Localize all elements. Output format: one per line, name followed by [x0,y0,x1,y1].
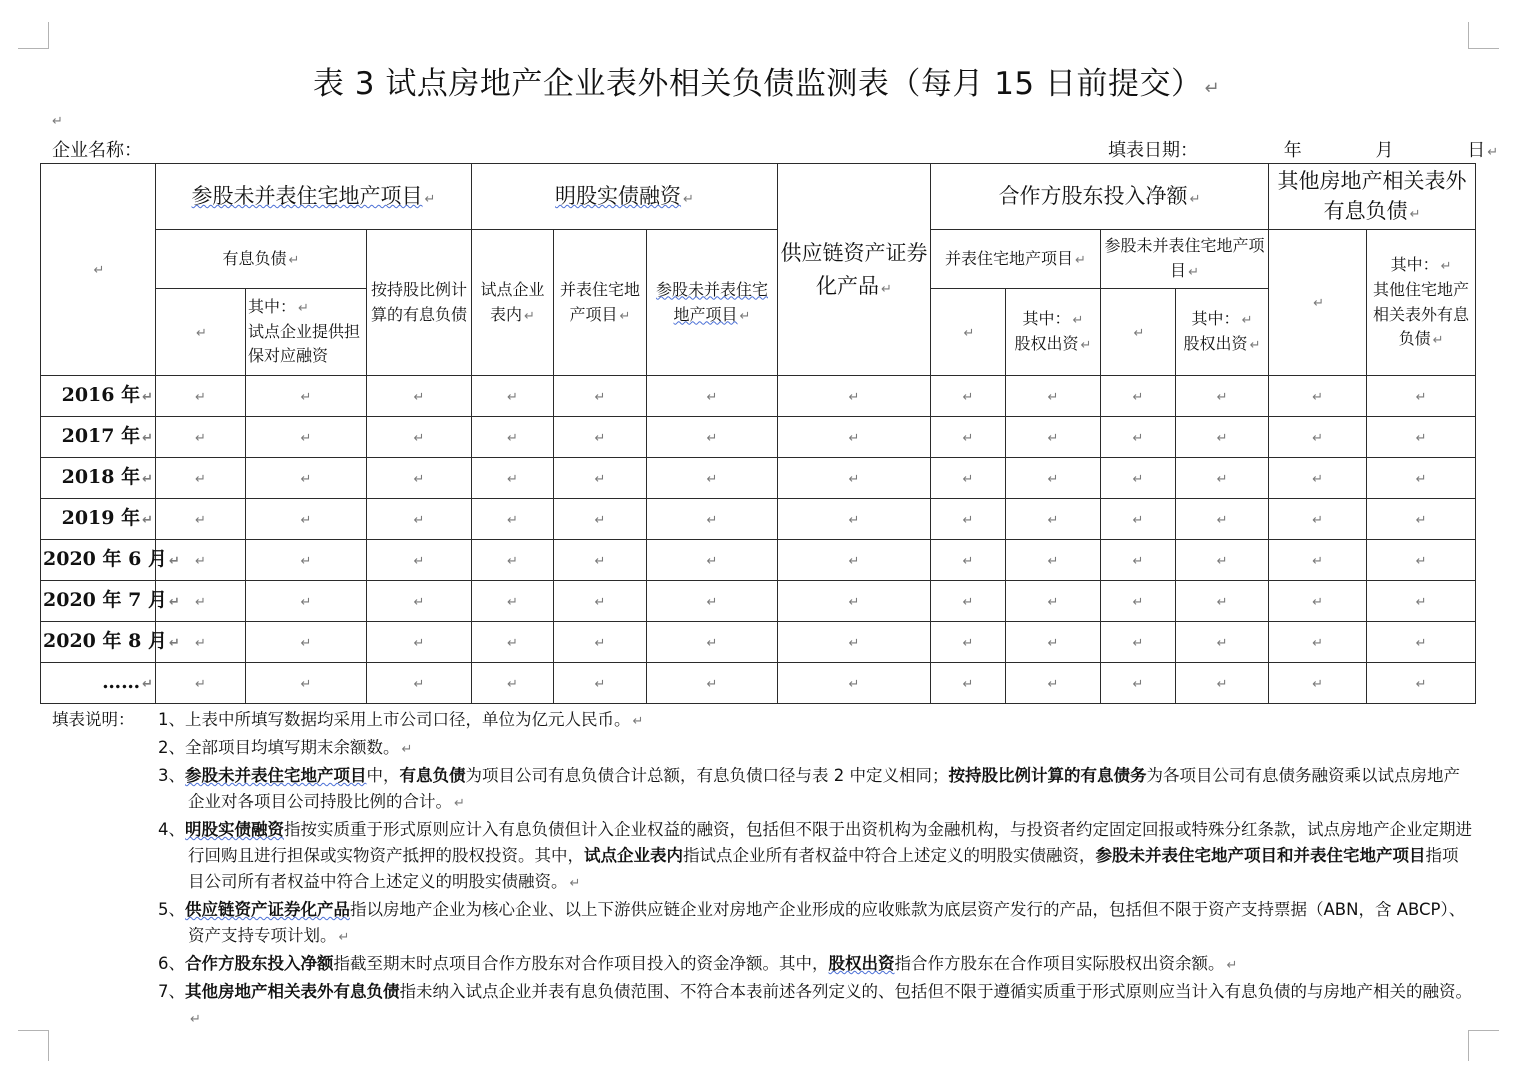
data-cell[interactable]: ↵ [1101,458,1176,499]
data-cell[interactable]: ↵ [778,540,931,581]
data-cell[interactable]: ↵ [156,417,246,458]
data-cell[interactable]: ↵ [1006,499,1101,540]
note-6: 6、合作方股东投入净额指截至期末时点项目合作方股东对合作项目投入的资金净额。其中，股权出资指合作方股东在合作项目实际股权出资余额。 ↵ [158,954,1238,973]
crop-mark-bottom-left [18,1030,49,1061]
header-group-disguised-debt: 明股实债融资 ↵ [472,164,778,230]
data-cell[interactable]: ↵ [246,622,367,663]
data-cell[interactable]: ↵ [367,622,472,663]
header-interest-debt: 有息负债 ↵ [156,230,367,289]
data-cell[interactable]: ↵ [472,540,554,581]
data-cell[interactable]: ↵ [554,376,647,417]
crop-mark-top-left [18,22,49,49]
note-2: 2、全部项目均填写期末余额数。 ↵ [158,738,413,757]
table-row [41,499,1476,540]
data-cell[interactable]: ↵ [156,540,246,581]
data-cell[interactable]: ↵ [156,499,246,540]
data-cell[interactable]: ↵ [246,499,367,540]
data-cell[interactable]: ↵ [367,376,472,417]
data-cell[interactable]: ↵ [1269,499,1367,540]
data-cell[interactable]: ↵ [778,581,931,622]
table-row [41,622,1476,663]
date-year-unit: 年 [1283,140,1302,161]
data-cell[interactable]: ↵ [1101,663,1176,704]
header-debt-unconsolidated-projects: 参股未并表住宅地产项目 ↵ [647,230,778,376]
data-cell[interactable]: ↵ [1006,540,1101,581]
data-cell[interactable]: ↵ [472,663,554,704]
row-label: 2019 年 ↵ [41,499,156,540]
data-cell[interactable]: ↵ [472,376,554,417]
data-cell[interactable]: ↵ [1367,663,1476,704]
row-label: …… ↵ [41,663,156,704]
data-cell[interactable]: ↵ [1367,581,1476,622]
data-cell[interactable]: ↵ [472,458,554,499]
data-cell[interactable]: ↵ [1176,622,1269,663]
note-5: 5、供应链资产证券化产品指以房地产企业为核心企业、以上下游供应链企业对房地产企业形成的应收账款为底层资产发行的产品，包括但不限于资产支持票据（ABN，含 ABCP）、资产支持专项计划。 ↵ [158,900,1466,945]
fill-date: 填表日期： 年 月 日 ↵ [1108,136,1498,162]
data-cell[interactable]: ↵ [1367,499,1476,540]
header-partner-unconsolidated-total[interactable]: ↵ [1101,289,1176,376]
data-cell[interactable]: ↵ [647,499,778,540]
data-cell[interactable]: ↵ [1101,581,1176,622]
data-cell[interactable]: ↵ [931,540,1006,581]
table-row [41,417,1476,458]
data-cell[interactable]: ↵ [554,417,647,458]
data-cell[interactable]: ↵ [1101,540,1176,581]
data-cell[interactable]: ↵ [554,499,647,540]
data-cell[interactable]: ↵ [367,581,472,622]
liability-monitoring-table [40,163,1476,704]
data-cell[interactable]: ↵ [1176,663,1269,704]
note-7: 7、其他房地产相关表外有息负债指未纳入试点企业并表有息负债范围、不符合本表前述各列定义的、包括但不限于遵循实质重于形式原则应当计入有息负债的与房地产相关的融资。↵ [158,982,1472,1027]
data-cell[interactable]: ↵ [246,540,367,581]
header-group-unconsolidated-projects: 参股未并表住宅地产项目 ↵ [156,164,472,230]
fill-date-label: 填表日期： [1108,140,1198,161]
data-cell[interactable]: ↵ [472,581,554,622]
data-cell[interactable]: ↵ [472,417,554,458]
data-cell[interactable]: ↵ [1006,663,1101,704]
data-cell[interactable]: ↵ [1176,458,1269,499]
data-cell[interactable]: ↵ [554,663,647,704]
note-4: 4、明股实债融资指按实质重于形式原则应计入有息负债但计入企业权益的融资，包括但不限于出资机构为金融机构，与投资者约定固定回报或特殊分红条款，试点房地产企业定期进行回购且进行担保或实物资产抵押的股权投资。其中，试点企业表内指试点企业所有者权益中符合上述定义的明股实债融资，参股未并表住宅地产项目和并表住宅地产项目指项目公司所有者权益中符合上述定义的明股实债融资。 ↵ [158,820,1472,891]
row-label: 2016 年 ↵ [41,376,156,417]
data-cell[interactable]: ↵ [156,581,246,622]
data-cell[interactable]: ↵ [931,458,1006,499]
data-cell[interactable]: ↵ [554,458,647,499]
table-body [41,376,1476,704]
data-cell[interactable]: ↵ [472,499,554,540]
crop-mark-top-right [1468,22,1499,49]
data-cell[interactable]: ↵ [367,499,472,540]
data-cell[interactable]: ↵ [156,663,246,704]
data-cell[interactable]: ↵ [156,458,246,499]
table-row [41,663,1476,704]
header-partner-consolidated: 并表住宅地产项目 ↵ [931,230,1101,289]
table-row [41,376,1476,417]
data-cell[interactable]: ↵ [367,458,472,499]
data-cell[interactable]: ↵ [778,622,931,663]
data-cell[interactable]: ↵ [647,622,778,663]
header-other-residential: 其中： ↵ 其他住宅地产相关表外有息负债 ↵ [1367,230,1476,376]
data-cell[interactable]: ↵ [246,417,367,458]
note-3: 3、参股未并表住宅地产项目中，有息负债为项目公司有息负债合计总额，有息负债口径与表 2 中定义相同；按持股比例计算的有息债务为各项目公司有息债务融资乘以试点房地产企业对各项目公司持股比例的合计。 ↵ [158,766,1460,811]
header-debt-by-shareholding: 按持股比例计算的有息负债 [367,230,472,376]
data-cell[interactable]: ↵ [1006,622,1101,663]
data-cell[interactable]: ↵ [1101,499,1176,540]
data-cell[interactable]: ↵ [1367,458,1476,499]
data-cell[interactable]: ↵ [1176,581,1269,622]
data-cell[interactable]: ↵ [156,376,246,417]
date-month-unit: 月 [1375,140,1394,161]
data-cell[interactable]: ↵ [367,540,472,581]
row-label: 2020 年 8 月 ↵ [41,622,156,663]
data-cell[interactable]: ↵ [647,540,778,581]
data-cell[interactable]: ↵ [647,417,778,458]
header-row-1 [41,164,1476,230]
header-supply-chain-abs: 供应链资产证券化产品 ↵ [778,164,931,376]
header-partner-unconsolidated: 参股未并表住宅地产项目 ↵ [1101,230,1269,289]
data-cell[interactable]: ↵ [647,458,778,499]
corner-cell[interactable]: ↵ [41,164,156,376]
row-label: 2020 年 6 月 ↵ [41,540,156,581]
notes-lead: 填表说明： [52,710,135,729]
data-cell[interactable]: ↵ [1101,622,1176,663]
header-partner-consolidated-equity: 其中： ↵ 股权出资 ↵ [1006,289,1101,376]
header-guaranteed-financing: 其中： ↵ 试点企业提供担保对应融资 [246,289,367,376]
data-cell[interactable]: ↵ [931,417,1006,458]
date-day-unit: 日 [1467,140,1486,161]
data-cell[interactable]: ↵ [1367,417,1476,458]
table-row [41,581,1476,622]
data-cell[interactable]: ↵ [778,499,931,540]
table-row [41,458,1476,499]
data-cell[interactable]: ↵ [1269,663,1367,704]
data-cell[interactable]: ↵ [1176,417,1269,458]
crop-mark-bottom-right [1468,1030,1499,1061]
data-cell[interactable]: ↵ [246,376,367,417]
data-cell[interactable]: ↵ [1176,540,1269,581]
document-title: 表 3 试点房地产企业表外相关负债监测表（每月 15 日前提交） ↵ [312,66,1221,102]
data-cell[interactable]: ↵ [1176,499,1269,540]
data-cell[interactable]: ↵ [1006,581,1101,622]
note-1: 1、上表中所填写数据均采用上市公司口径，单位为亿元人民币。 ↵ [158,710,644,729]
data-cell[interactable]: ↵ [1367,540,1476,581]
data-cell[interactable]: ↵ [1269,417,1367,458]
header-other-blank[interactable]: ↵ [1269,230,1367,376]
data-cell[interactable]: ↵ [931,663,1006,704]
data-cell[interactable]: ↵ [931,499,1006,540]
data-cell[interactable]: ↵ [778,458,931,499]
data-cell[interactable]: ↵ [1176,376,1269,417]
data-cell[interactable]: ↵ [1006,417,1101,458]
data-cell[interactable]: ↵ [1367,376,1476,417]
data-cell[interactable]: ↵ [931,622,1006,663]
header-partner-unconsolidated-equity: 其中： ↵ 股权出资 ↵ [1176,289,1269,376]
row-label: 2017 年 ↵ [41,417,156,458]
header-group-other-off-balance: 其他房地产相关表外有息负债 ↵ [1269,164,1476,230]
data-cell[interactable]: ↵ [1269,458,1367,499]
header-pilot-in-table: 试点企业表内 ↵ [472,230,554,376]
data-cell[interactable]: ↵ [647,663,778,704]
data-cell[interactable]: ↵ [1269,581,1367,622]
empty-paragraph: ↵ [52,114,63,129]
data-cell[interactable]: ↵ [1101,376,1176,417]
data-cell[interactable]: ↵ [246,663,367,704]
row-label: 2020 年 7 月 ↵ [41,581,156,622]
data-cell[interactable]: ↵ [1006,376,1101,417]
header-debt-consolidated-projects: 并表住宅地产项目 ↵ [554,230,647,376]
data-cell[interactable]: ↵ [246,458,367,499]
data-cell[interactable]: ↵ [554,622,647,663]
table-row [41,540,1476,581]
data-cell[interactable]: ↵ [778,376,931,417]
data-cell[interactable]: ↵ [367,663,472,704]
data-cell[interactable]: ↵ [778,417,931,458]
header-group-partner-net-input: 合作方股东投入净额 ↵ [931,164,1269,230]
filling-instructions [52,707,1472,1033]
data-cell[interactable]: ↵ [1269,622,1367,663]
data-cell[interactable]: ↵ [554,581,647,622]
data-cell[interactable]: ↵ [1006,458,1101,499]
row-label: 2018 年 ↵ [41,458,156,499]
header-row-2 [41,230,1476,289]
header-interest-debt-total[interactable]: ↵ [156,289,246,376]
data-cell[interactable]: ↵ [1269,376,1367,417]
data-cell[interactable]: ↵ [1367,622,1476,663]
data-cell[interactable]: ↵ [156,622,246,663]
company-name-label: 企业名称： [52,140,142,161]
data-cell[interactable]: ↵ [931,376,1006,417]
data-cell[interactable]: ↵ [1269,540,1367,581]
data-cell[interactable]: ↵ [472,622,554,663]
header-partner-consolidated-total[interactable]: ↵ [931,289,1006,376]
data-cell[interactable]: ↵ [647,581,778,622]
data-cell[interactable]: ↵ [778,663,931,704]
data-cell[interactable]: ↵ [647,376,778,417]
data-cell[interactable]: ↵ [367,417,472,458]
data-cell[interactable]: ↵ [554,540,647,581]
data-cell[interactable]: ↵ [246,581,367,622]
data-cell[interactable]: ↵ [931,581,1006,622]
data-cell[interactable]: ↵ [1101,417,1176,458]
